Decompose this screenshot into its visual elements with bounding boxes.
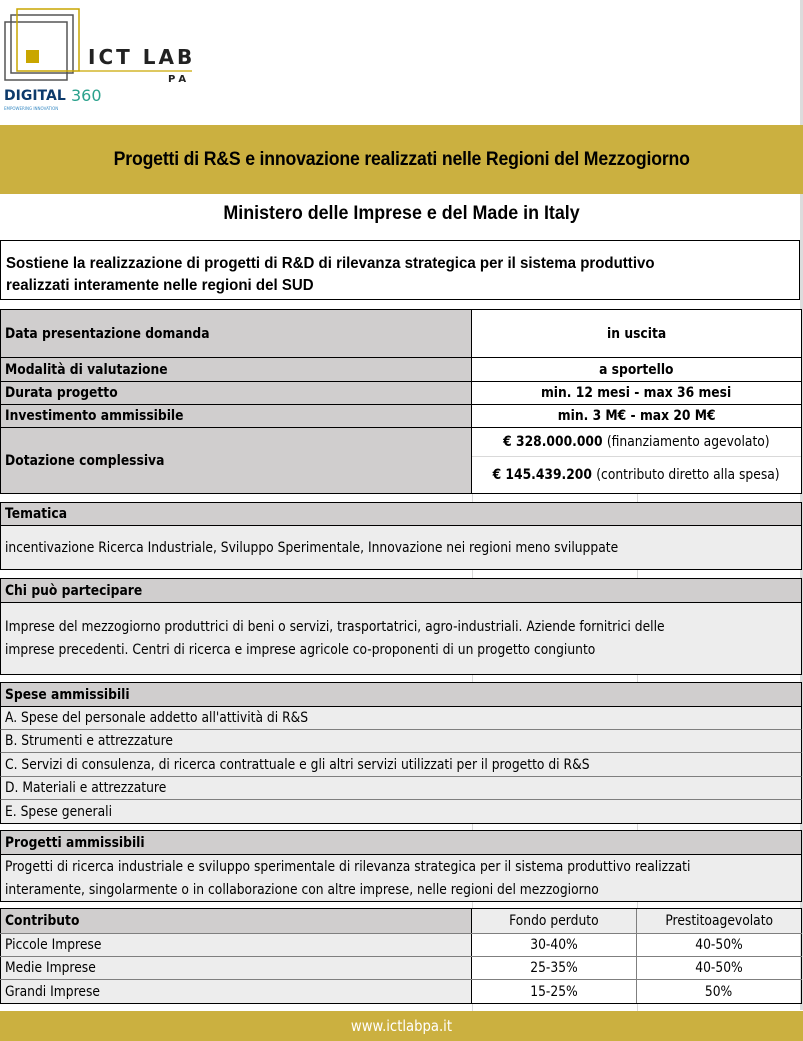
detail-row	[0, 382, 802, 405]
description-box	[0, 240, 800, 300]
progetti-body	[0, 855, 802, 902]
description-line-2: realizzati interamente nelle regioni del SUD	[6, 277, 314, 294]
prestito-value: 40-50%	[637, 957, 802, 979]
dotazione-label: Dotazione complessiva	[0, 428, 472, 493]
spese-item: B. Strumenti e attrezzature	[0, 730, 802, 753]
progetti-header	[0, 830, 802, 855]
fondo-perduto-value: 25-35%	[472, 957, 637, 979]
detail-label: Modalità di valutazione	[0, 358, 472, 381]
detail-value: in uscita	[472, 310, 802, 357]
fondo-perduto-value: 30-40%	[472, 934, 637, 956]
detail-value: min. 12 mesi - max 36 mesi	[472, 382, 802, 404]
spese-item: E. Spese generali	[0, 800, 802, 824]
detail-label: Investimento ammissibile	[0, 405, 472, 427]
detail-label: Data presentazione domanda	[0, 310, 472, 357]
dotazione-amount-2: € 145.439.200	[492, 467, 593, 483]
dotazione-note-1: (finanziamento agevolato)	[606, 434, 770, 450]
details-table	[0, 310, 802, 496]
grid-line	[637, 494, 638, 502]
grid-line	[637, 570, 638, 578]
description-line-1: Sostiene la realizzazione di progetti di R&D di rilevanza strategica per il sistema produttivo	[6, 255, 655, 272]
title-banner	[0, 125, 803, 194]
dotazione-values	[472, 428, 802, 493]
prestito-value: 40-50%	[637, 934, 802, 956]
partecipanti-title: Chi può partecipare	[5, 582, 143, 599]
dotazione-line-2	[472, 457, 801, 493]
grid-line	[637, 1004, 638, 1011]
grid-line	[472, 1004, 473, 1011]
dotazione-amount-1: € 328.000.000	[503, 434, 603, 450]
partecipanti-body	[0, 603, 802, 675]
tematica-body	[0, 526, 802, 570]
impresa-type: Piccole Imprese	[0, 934, 472, 956]
spese-title: Spese ammissibili	[5, 686, 130, 703]
prestito-value: 50%	[637, 980, 802, 1003]
contributo-header: Contributo	[0, 909, 472, 933]
page-title: Progetti di R&S e innovazione realizzati nelle Regioni del Mezzogiorno	[113, 148, 690, 170]
grid-line	[472, 494, 473, 502]
contributo-row	[0, 980, 802, 1004]
partecipanti-line-2: imprese precedenti. Centri di ricerca e imprese agricole co-proponenti di un progetto congiunto	[5, 642, 596, 658]
detail-label: Durata progetto	[0, 382, 472, 404]
partecipanti-line-1: Imprese del mezzogiorno produttrici di beni o servizi, trasportatrici, agro-industriali. Aziende fornitrici delle	[5, 619, 665, 635]
tematica-title: Tematica	[5, 506, 68, 522]
contributo-header-row	[0, 909, 802, 934]
impresa-type: Medie Imprese	[0, 957, 472, 979]
tematica-header	[0, 502, 802, 526]
spese-item: C. Servizi di consulenza, di ricerca contrattuale e gli altri servizi utilizzati per il progetto di R&S	[0, 753, 802, 777]
fondo-perduto-value: 15-25%	[472, 980, 637, 1003]
ict-lab-logo	[0, 0, 210, 120]
contributo-row	[0, 934, 802, 957]
spese-header	[0, 682, 802, 707]
detail-row	[0, 405, 802, 428]
logo-sub: PA	[168, 74, 191, 85]
logo-name: ICT LAB	[88, 45, 196, 69]
contributo-row	[0, 957, 802, 980]
tematica-text: incentivazione Ricerca Industriale, Sviluppo Sperimentale, Innovazione nei regioni meno sviluppate	[5, 539, 619, 556]
partner-logo-number: 360	[71, 86, 102, 105]
dotazione-note-2: (contributo diretto alla spesa)	[596, 467, 781, 483]
fondo-perduto-header: Fondo perduto	[472, 909, 637, 933]
progetti-title: Progetti ammissibili	[5, 834, 145, 851]
prestito-header: Prestitoagevolato	[637, 909, 802, 933]
impresa-type: Grandi Imprese	[0, 980, 472, 1003]
progetti-line-1: Progetti di ricerca industriale e sviluppo sperimentale di rilevanza strategica per il sistema produttivo realizzati	[5, 859, 691, 875]
dotazione-line-1	[472, 428, 801, 457]
partner-tagline: EMPOWERING INNOVATION	[4, 106, 59, 111]
detail-row	[0, 310, 802, 358]
spese-item: A. Spese del personale addetto all'attività di R&S	[0, 707, 802, 730]
detail-row	[0, 358, 802, 382]
progetti-line-2: interamente, singolarmente o in collaborazione con altre imprese, nelle regioni del mezzogiorno	[5, 882, 599, 898]
grid-line	[472, 570, 473, 578]
detail-value: a sportello	[472, 358, 802, 381]
detail-value: min. 3 M€ - max 20 M€	[472, 405, 802, 427]
website-link[interactable]: www.ictlabpa.it	[350, 1017, 453, 1035]
ministry-heading	[0, 203, 803, 225]
footer-banner	[0, 1011, 803, 1041]
dotazione-row	[0, 428, 802, 494]
partecipanti-header	[0, 578, 802, 603]
ministry-name: Ministero delle Imprese e del Made in Italy	[223, 203, 580, 224]
spese-item: D. Materiali e attrezzature	[0, 777, 802, 800]
partner-logo-name: DIGITAL	[4, 88, 66, 104]
